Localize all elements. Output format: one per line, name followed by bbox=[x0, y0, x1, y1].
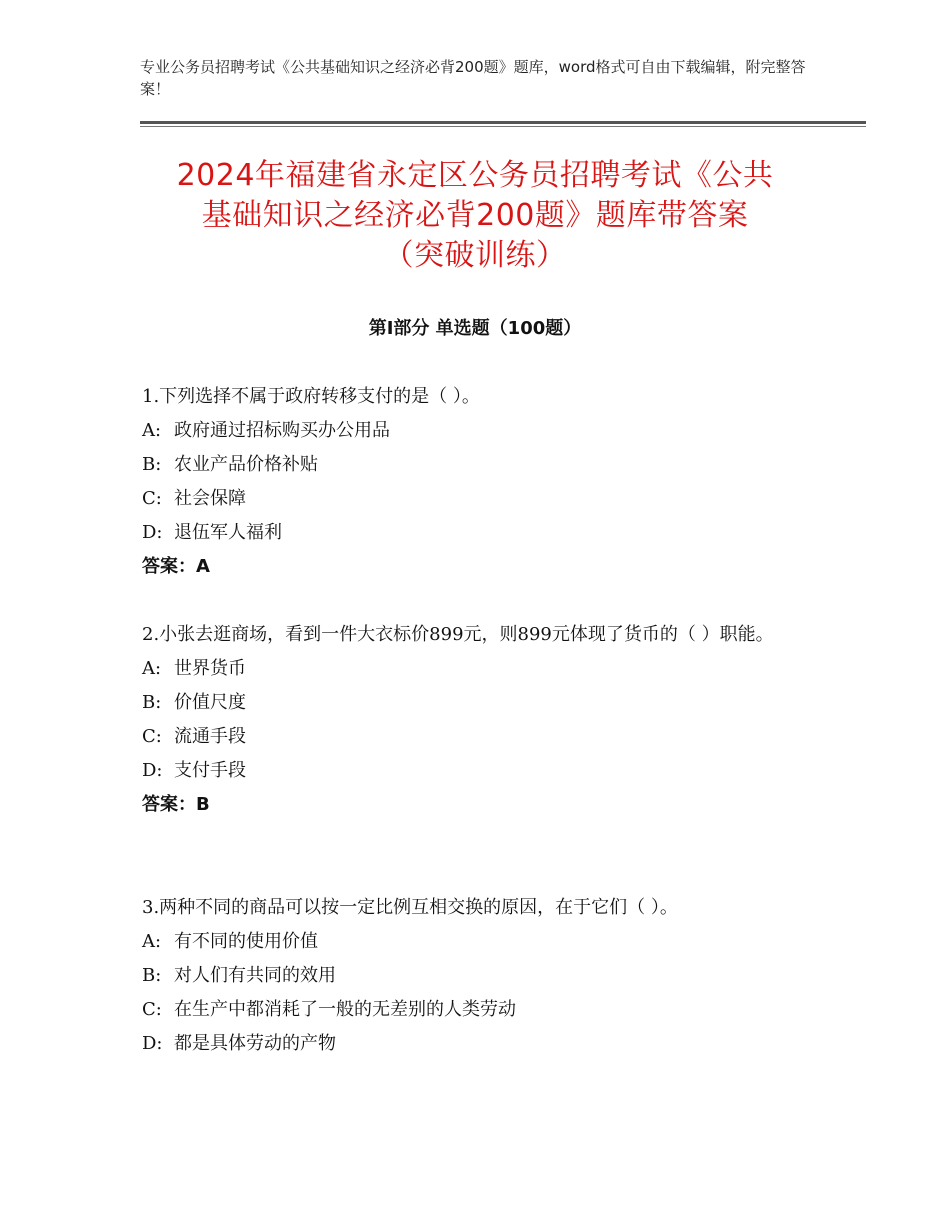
option-d bbox=[142, 1027, 814, 1061]
option-text: 流通手段 bbox=[174, 726, 246, 747]
option-d bbox=[142, 754, 814, 788]
option-text: 对人们有共同的效用 bbox=[174, 965, 336, 986]
option-b bbox=[142, 448, 814, 482]
question-stem: 3.两种不同的商品可以按一定比例互相交换的原因，在于它们（ ）。 bbox=[142, 897, 678, 918]
option-text: 有不同的使用价值 bbox=[174, 931, 318, 952]
header-note: 专业公务员招聘考试《公共基础知识之经济必背200题》题库，word格式可自由下载编辑，附完整答案！ bbox=[140, 58, 806, 98]
option-text: 退伍军人福利 bbox=[174, 522, 282, 543]
option-d bbox=[142, 516, 814, 550]
option-text: 价值尺度 bbox=[174, 692, 246, 713]
option-b bbox=[142, 959, 814, 993]
option-letter: A: bbox=[142, 658, 162, 679]
option-text: 在生产中都消耗了一般的无差别的人类劳动 bbox=[174, 999, 516, 1020]
option-letter: B: bbox=[142, 965, 162, 986]
option-letter: A: bbox=[142, 931, 162, 952]
title-line-3: （突破训练） bbox=[383, 238, 567, 273]
option-text: 都是具体劳动的产物 bbox=[174, 1033, 336, 1054]
option-text: 政府通过招标购买办公用品 bbox=[174, 420, 390, 441]
question-3 bbox=[142, 891, 814, 1061]
option-letter: D: bbox=[142, 1033, 163, 1054]
option-letter: D: bbox=[142, 760, 163, 781]
option-text: 农业产品价格补贴 bbox=[174, 454, 318, 475]
option-c bbox=[142, 993, 814, 1027]
option-letter: B: bbox=[142, 454, 162, 475]
answer-label: 答案：A bbox=[142, 556, 210, 577]
option-text: 社会保障 bbox=[174, 488, 246, 509]
option-letter: C: bbox=[142, 999, 162, 1020]
option-letter: A: bbox=[142, 420, 162, 441]
header-rule-thin bbox=[140, 126, 866, 127]
option-letter: C: bbox=[142, 488, 162, 509]
option-b bbox=[142, 686, 814, 720]
answer-label: 答案：B bbox=[142, 794, 210, 815]
option-c bbox=[142, 720, 814, 754]
section-heading: 第Ⅰ部分 单选题（100题） bbox=[368, 318, 582, 339]
header-rule bbox=[140, 121, 866, 124]
option-text: 支付手段 bbox=[174, 760, 246, 781]
title-line-1: 2024年福建省永定区公务员招聘考试《公共 bbox=[176, 158, 774, 193]
option-text: 世界货币 bbox=[174, 658, 246, 679]
title-line-2: 基础知识之经济必背200题》题库带答案 bbox=[201, 198, 749, 233]
option-a bbox=[142, 652, 814, 686]
option-c bbox=[142, 482, 814, 516]
option-letter: B: bbox=[142, 692, 162, 713]
question-stem: 1.下列选择不属于政府转移支付的是（ ）。 bbox=[142, 386, 480, 407]
question-stem: 2.小张去逛商场，看到一件大衣标价899元，则899元体现了货币的（ ）职能。 bbox=[142, 624, 774, 645]
question-1 bbox=[142, 380, 814, 584]
option-a bbox=[142, 414, 814, 448]
option-a bbox=[142, 925, 814, 959]
option-letter: C: bbox=[142, 726, 162, 747]
question-2 bbox=[142, 618, 814, 822]
document-title bbox=[120, 156, 830, 276]
option-letter: D: bbox=[142, 522, 163, 543]
